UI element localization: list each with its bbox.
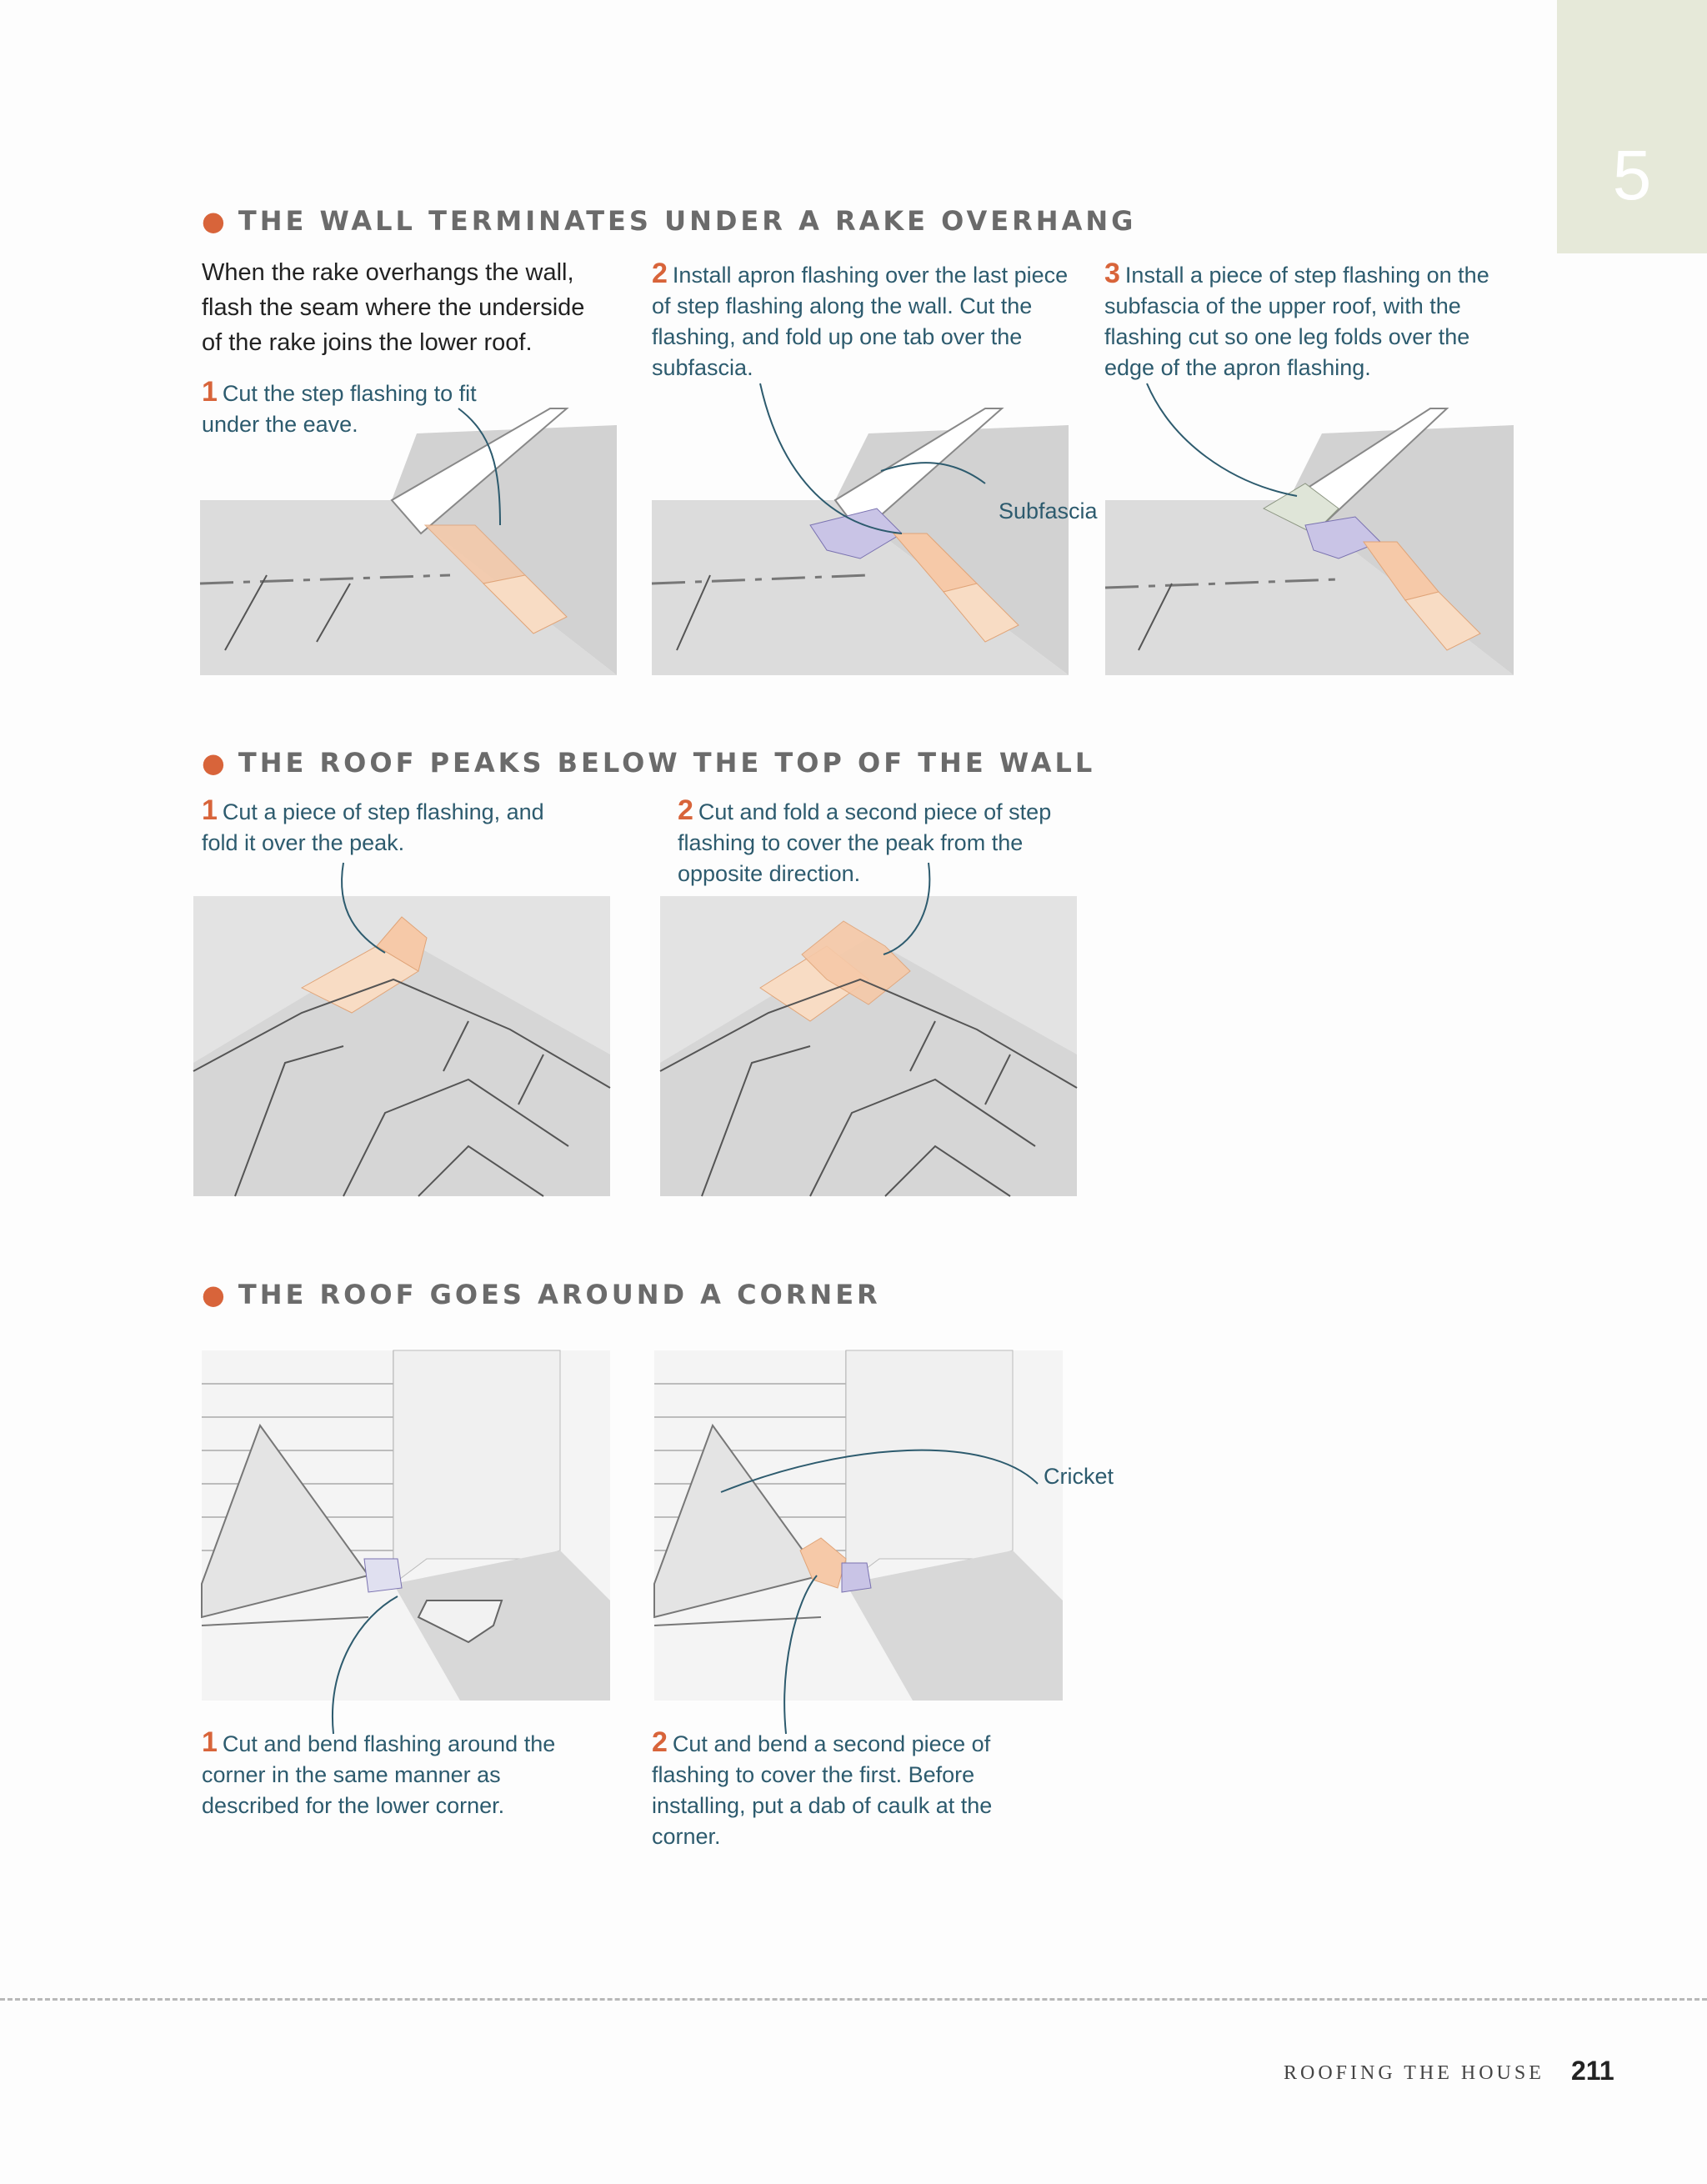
illustration-rake-step-2 bbox=[652, 408, 1069, 675]
bullet-icon: ● bbox=[202, 747, 228, 779]
section-heading-corner: ● THE ROOF GOES AROUND A CORNER bbox=[202, 1279, 881, 1310]
intro-text: When the rake overhangs the wall, flash the seam where the underside of the rake joins the lower roof. bbox=[202, 259, 585, 356]
label-subfascia: Subfascia bbox=[999, 498, 1098, 523]
chapter-number: 5 bbox=[1612, 136, 1652, 214]
caption-corner-step-2: 2 Cut and bend a second piece of flashing to cover the first. Before installing, put a dab of caulk at the corner. bbox=[652, 1726, 993, 1849]
caption-peak-step-2: 2 Cut and fold a second piece of step flashing to cover the peak from the opposite direction. bbox=[678, 794, 1052, 886]
illustration-rake-step-3 bbox=[1105, 408, 1514, 675]
bullet-icon: ● bbox=[202, 1279, 228, 1310]
caption-rake-step-2: 2 Install apron flashing over the last piece of step flashing along the wall. Cut the flashing, and fold up one tab over the subfascia. bbox=[652, 258, 1069, 380]
illustration-peak-step-2 bbox=[660, 896, 1077, 1196]
section-heading-rake: ● THE WALL TERMINATES UNDER A RAKE OVERHANG bbox=[202, 205, 1137, 237]
chapter-tab bbox=[1557, 0, 1707, 253]
label-cricket: Cricket bbox=[1044, 1464, 1114, 1489]
illustration-rake-step-1 bbox=[200, 408, 617, 675]
illustration-corner-step-1 bbox=[202, 1350, 610, 1701]
running-title: ROOFING THE HOUSE bbox=[1284, 2062, 1544, 2084]
illustration-peak-step-1 bbox=[193, 896, 610, 1196]
page-number: 211 bbox=[1571, 2056, 1614, 2086]
caption-rake-step-1: 1 Cut the step flashing to fit under the eave. bbox=[202, 376, 477, 437]
arrow-icon bbox=[1147, 383, 1297, 496]
caption-peak-step-1: 1 Cut a piece of step flashing, and fold it over the peak. bbox=[202, 794, 544, 855]
footer-divider bbox=[0, 1998, 1707, 2001]
caption-corner-step-1: 1 Cut and bend flashing around the corner in the same manner as described for the lower corner. bbox=[202, 1726, 556, 1818]
bullet-icon: ● bbox=[202, 205, 228, 237]
section-heading-peak: ● THE ROOF PEAKS BELOW THE TOP OF THE WALL bbox=[202, 747, 1096, 779]
caption-rake-step-3: 3 Install a piece of step flashing on the subfascia of the upper roof, with the flashing cut so one leg folds over the edge of the apron flashing. bbox=[1104, 258, 1489, 380]
illustration-corner-step-2 bbox=[654, 1350, 1063, 1701]
